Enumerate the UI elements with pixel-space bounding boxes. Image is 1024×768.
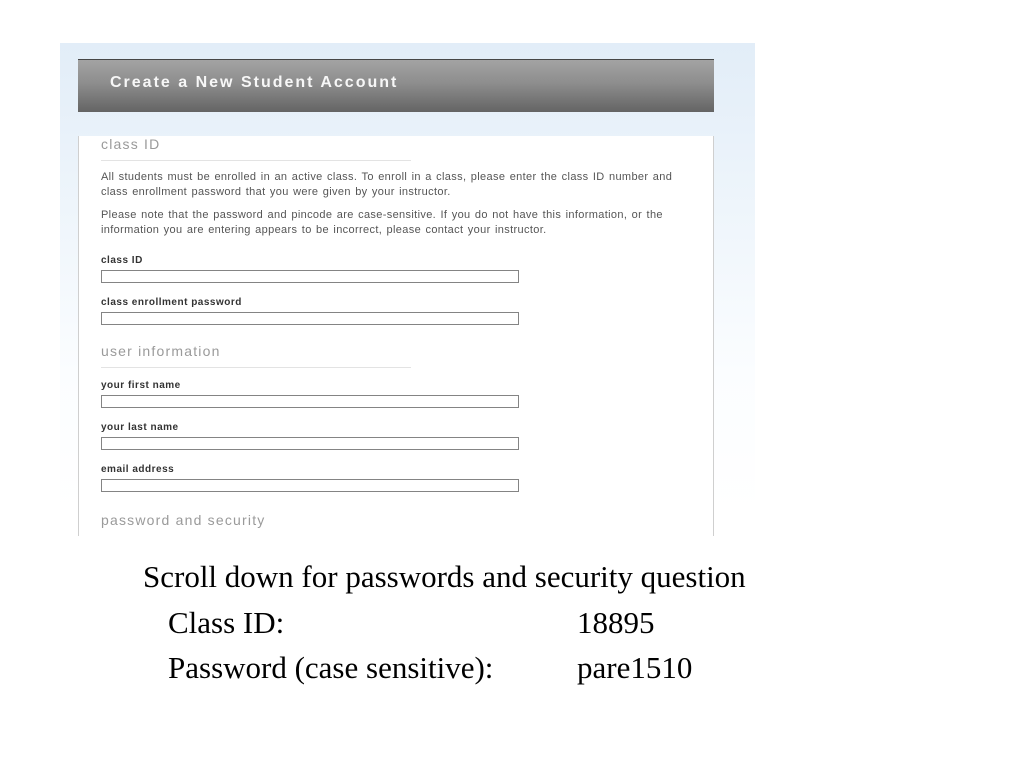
- first-name-field: [101, 380, 713, 408]
- last-name-input[interactable]: [101, 437, 519, 450]
- section-heading-class-id: class ID: [101, 136, 411, 161]
- password-credential-value: pare1510: [577, 650, 693, 685]
- class-id-description-1: All students must be enrolled in an active class. To enroll in a class, please enter the class ID number and class enrollment password that you were given by your instructor.: [101, 171, 673, 198]
- password-credential-label: Password (case sensitive):: [168, 650, 494, 685]
- class-enrollment-password-field: [101, 297, 713, 325]
- class-id-credential-row: [168, 607, 655, 638]
- class-enrollment-password-label: class enrollment password: [101, 297, 242, 308]
- section-heading-password-and-security: password and security: [101, 512, 266, 528]
- class-id-credential-value: 18895: [577, 605, 655, 640]
- class-enrollment-password-input[interactable]: [101, 312, 519, 325]
- page-title: Create a New Student Account: [110, 74, 399, 91]
- panel-header: [78, 59, 714, 112]
- last-name-field: [101, 422, 713, 450]
- class-id-input[interactable]: [101, 270, 519, 283]
- class-id-label: class ID: [101, 255, 143, 266]
- email-address-input[interactable]: [101, 479, 519, 492]
- signup-form-screenshot: [60, 43, 755, 528]
- email-address-field: [101, 464, 713, 492]
- section-heading-user-information: user information: [101, 343, 411, 368]
- scroll-down-note: Scroll down for passwords and security question: [143, 559, 746, 594]
- signup-panel: [78, 59, 714, 536]
- last-name-label: your last name: [101, 422, 179, 433]
- class-id-credential-label: Class ID:: [168, 605, 285, 640]
- class-id-description-2: Please note that the password and pincode are case-sensitive. If you do not have this information, or the information you are entering appears to be incorrect, please contact your instructor.: [101, 209, 663, 236]
- first-name-input[interactable]: [101, 395, 519, 408]
- first-name-label: your first name: [101, 380, 181, 391]
- email-address-label: email address: [101, 464, 175, 475]
- class-id-field: [101, 255, 713, 283]
- panel-body: [78, 136, 714, 536]
- password-credential-row: [168, 652, 692, 683]
